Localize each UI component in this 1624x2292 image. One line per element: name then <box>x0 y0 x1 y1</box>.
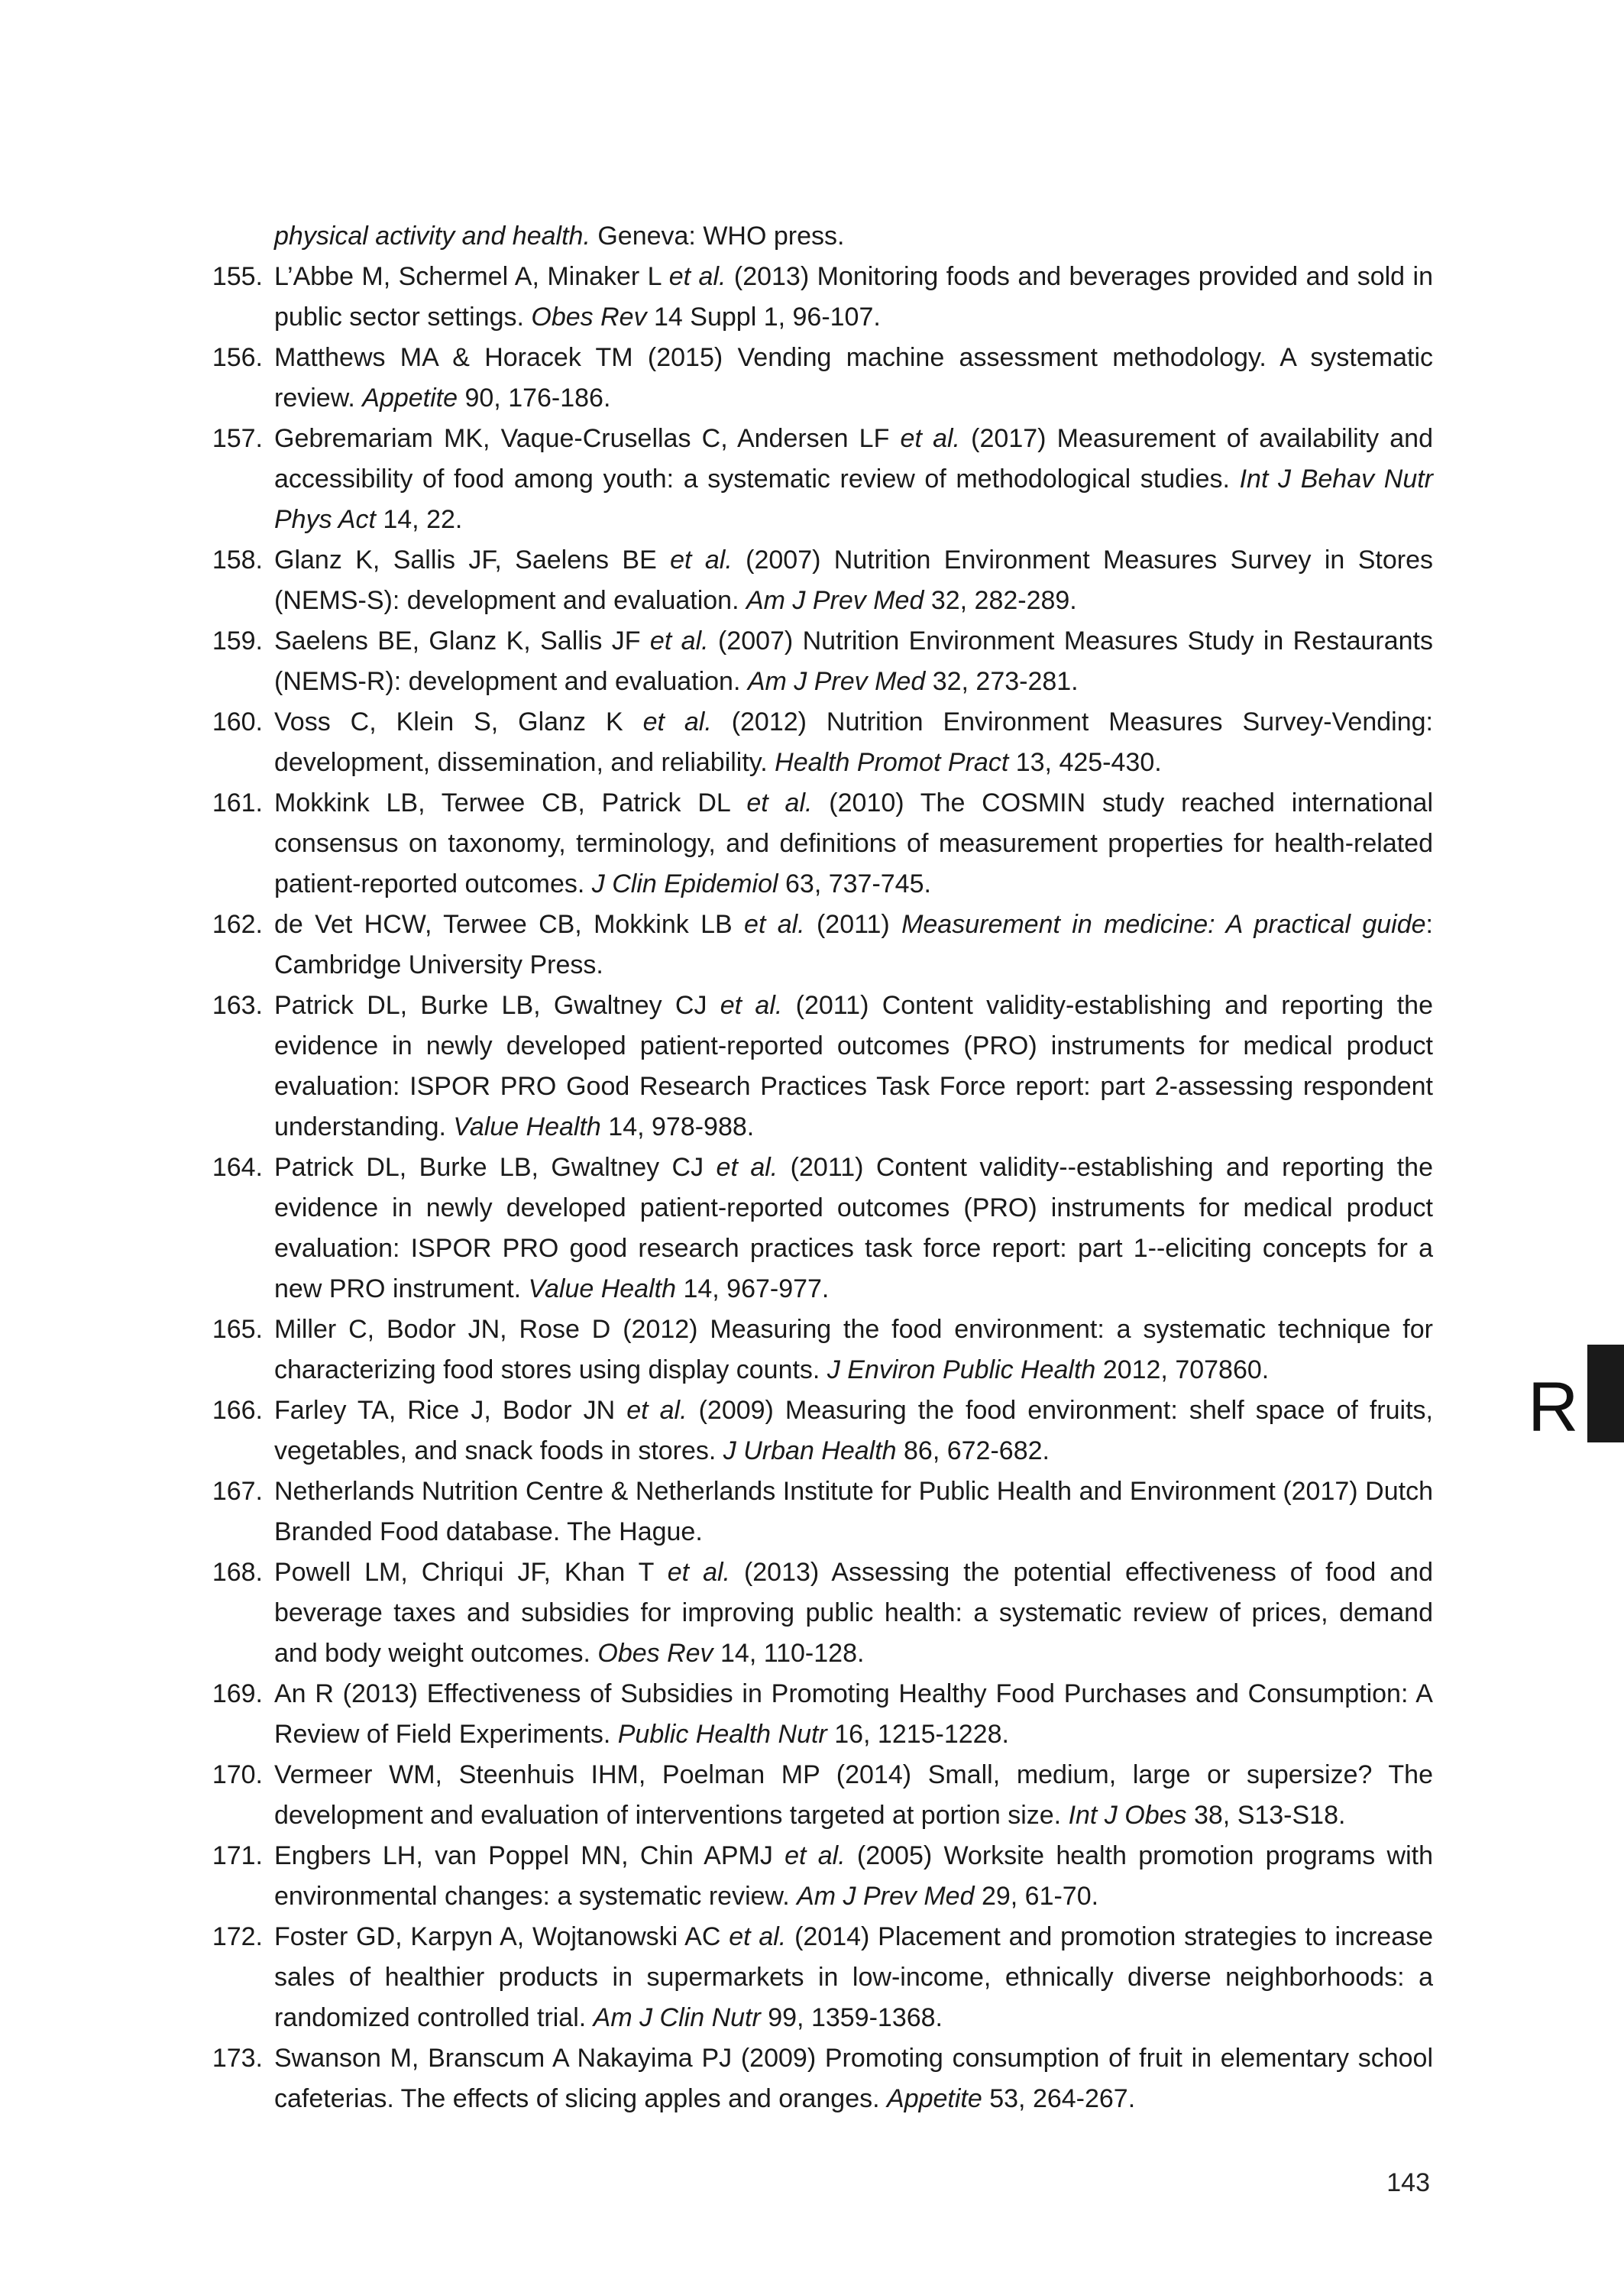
reference-journal: J Clin Epidemiol <box>591 869 778 898</box>
reference-etal: et al. <box>785 1841 846 1870</box>
reference-details: 90, 176-186. <box>458 384 611 413</box>
reference-details: 14, 978-988. <box>600 1112 755 1141</box>
reference-journal: Int J Obes <box>1068 1801 1187 1830</box>
reference-item <box>200 1309 1433 1390</box>
reference-authors: Gebremariam MK, Vaque-Crusellas C, Andersen LF <box>274 424 901 453</box>
reference-journal: Am J Prev Med <box>746 586 924 615</box>
reference-number: 165 . <box>200 1309 263 1350</box>
reference-text: (2017) Measurement of availability and accessibility of food among youth: a systematic review of methodological studies. <box>274 424 1433 494</box>
reference-authors: Miller C, Bodor JN, Rose D (2012) Measuring the food environment: a systematic technique for characterizing food stores using display counts. <box>274 1315 1433 1384</box>
reference-item <box>200 1552 1433 1674</box>
reference-details: 16, 1215-1228. <box>827 1720 1009 1749</box>
reference-etal: et al. <box>642 707 712 736</box>
reference-journal: Am J Prev Med <box>747 667 926 696</box>
reference-authors: Patrick DL, Burke LB, Gwaltney CJ <box>274 1153 717 1182</box>
reference-authors: Foster GD, Karpyn A, Wojtanowski AC <box>274 1922 730 1951</box>
reference-authors: Patrick DL, Burke LB, Gwaltney CJ <box>274 991 720 1020</box>
reference-item <box>200 540 1433 621</box>
reference-details: 38, S13-S18. <box>1186 1801 1346 1830</box>
reference-etal: et al. <box>649 626 709 656</box>
reference-authors: Farley TA, Rice J, Bodor JN <box>274 1396 627 1425</box>
reference-number: 156 . <box>200 338 263 378</box>
page-number: 143 <box>1386 2168 1430 2197</box>
reference-number: 158 . <box>200 540 263 581</box>
reference-etal: et al. <box>626 1396 687 1425</box>
reference-entries <box>200 257 1433 2119</box>
reference-list <box>200 216 1433 2119</box>
reference-item <box>200 1471 1433 1552</box>
reference-text: (2007) Nutrition Environment Measures Study in Restaurants (NEMS-R): development and evaluation. <box>274 626 1433 696</box>
reference-number: 159 . <box>200 621 263 662</box>
reference-number: 169 . <box>200 1674 263 1714</box>
reference-number: 162 . <box>200 905 263 945</box>
reference-item <box>200 2038 1433 2119</box>
reference-number: 164 . <box>200 1148 263 1188</box>
reference-number: 161 . <box>200 783 263 824</box>
reference-details: 32, 282-289. <box>924 586 1077 615</box>
reference-details: 32, 273-281. <box>925 667 1079 696</box>
reference-journal: J Urban Health <box>723 1436 897 1465</box>
reference-journal: Appetite <box>887 2084 982 2113</box>
reference-item <box>200 1390 1433 1471</box>
reference-text: (2014) Placement and promotion strategies to increase sales of healthier products in supermarkets in low-income, ethnically diverse neighborhoods: a randomized controlled trial. <box>274 1922 1434 2032</box>
reference-item <box>200 1917 1433 2038</box>
chapter-tab-letter: R <box>1528 1368 1579 1446</box>
reference-item <box>200 621 1433 702</box>
reference-details: 63, 737-745. <box>778 869 931 898</box>
reference-item <box>200 257 1433 338</box>
reference-authors: Saelens BE, Glanz K, Sallis JF <box>274 626 650 656</box>
reference-item <box>200 1755 1433 1836</box>
reference-journal: Value Health <box>528 1274 676 1303</box>
reference-authors: Glanz K, Sallis JF, Saelens BE <box>274 545 671 575</box>
reference-journal: Health Promot Pract <box>775 748 1009 777</box>
reference-journal: Am J Clin Nutr <box>593 2003 761 2032</box>
reference-item <box>200 783 1433 905</box>
reference-text: (2013) Assessing the potential effectiveness of food and beverage taxes and subsidies for improving public health: a systematic review of prices, demand and body weight outcomes. <box>274 1558 1433 1668</box>
reference-journal: Obes Rev <box>531 303 647 332</box>
reference-number: 173 . <box>200 2038 263 2079</box>
reference-etal: et al. <box>720 991 783 1020</box>
reference-text: (2013) Monitoring foods and beverages provided and sold in public sector settings. <box>274 262 1433 332</box>
reference-etal: et al. <box>729 1922 787 1951</box>
reference-journal: Appetite <box>362 384 458 413</box>
reference-number: 168 . <box>200 1552 263 1593</box>
reference-authors: de Vet HCW, Terwee CB, Mokkink LB <box>274 910 745 939</box>
reference-number: 167 . <box>200 1471 263 1512</box>
chapter-tab-marker <box>1587 1345 1624 1442</box>
reference-details: 2012, 707860. <box>1095 1355 1270 1384</box>
reference-etal: et al. <box>716 1153 778 1182</box>
reference-journal: Am J Prev Med <box>797 1882 975 1911</box>
reference-title: physical activity and health. <box>274 222 590 251</box>
reference-etal: et al. <box>746 788 813 817</box>
reference-item <box>200 338 1433 419</box>
reference-number: 170 . <box>200 1755 263 1795</box>
reference-text: Geneva: WHO press. <box>590 222 845 251</box>
reference-details: : Cambridge University Press. <box>274 910 1433 979</box>
reference-number: 160 . <box>200 702 263 743</box>
reference-details: 13, 425-430. <box>1008 748 1162 777</box>
reference-etal: et al. <box>667 1558 730 1587</box>
reference-journal: Measurement in medicine: A practical guide <box>901 910 1426 939</box>
reference-authors: Swanson M, Branscum A Nakayima PJ (2009) Promoting consumption of fruit in elementary school cafeterias. The effects of slicing apples and oranges. <box>274 2044 1433 2113</box>
reference-item <box>200 1836 1433 1917</box>
reference-details: 53, 264-267. <box>982 2084 1136 2113</box>
reference-item <box>200 1148 1433 1309</box>
reference-details: 14 Suppl 1, 96-107. <box>646 303 881 332</box>
reference-etal: et al. <box>900 424 960 453</box>
reference-details: 86, 672-682. <box>896 1436 1050 1465</box>
reference-journal: Int J Behav Nutr Phys Act <box>274 465 1433 534</box>
reference-number: 171 . <box>200 1836 263 1876</box>
reference-continuation <box>200 216 1433 257</box>
reference-text: (2010) The COSMIN study reached international consensus on taxonomy, terminology, and definitions of measurement properties for health-related patient-reported outcomes. <box>274 788 1433 898</box>
reference-text: (2011) <box>804 910 902 939</box>
reference-details: 29, 61-70. <box>974 1882 1099 1911</box>
reference-text: (2011) Content validity--establishing and reporting the evidence in newly developed patient-reported outcomes (PRO) instruments for medical product evaluation: ISPOR PRO good research practices task force report: part 1--eliciting concepts for a new PRO instrument. <box>274 1153 1433 1303</box>
reference-number: 163 . <box>200 986 263 1026</box>
reference-journal: J Environ Public Health <box>827 1355 1096 1384</box>
reference-item <box>200 905 1433 986</box>
reference-authors: Mokkink LB, Terwee CB, Patrick DL <box>274 788 747 817</box>
reference-text: (2009) Measuring the food environment: shelf space of fruits, vegetables, and snack foods in stores. <box>274 1396 1433 1465</box>
reference-journal: Public Health Nutr <box>617 1720 827 1749</box>
reference-etal: et al. <box>668 262 726 291</box>
reference-etal: et al. <box>670 545 733 575</box>
reference-number: 157 . <box>200 419 263 459</box>
reference-details: 99, 1359-1368. <box>760 2003 943 2032</box>
reference-authors: Engbers LH, van Poppel MN, Chin APMJ <box>274 1841 785 1870</box>
reference-text: (2005) Worksite health promotion programs with environmental changes: a systematic review. <box>274 1841 1433 1911</box>
reference-authors: Voss C, Klein S, Glanz K <box>274 707 643 736</box>
reference-item <box>200 419 1433 540</box>
reference-item <box>200 1674 1433 1755</box>
reference-item <box>200 702 1433 783</box>
reference-text: (2007) Nutrition Environment Measures Survey in Stores (NEMS-S): development and evaluation. <box>274 545 1433 615</box>
reference-journal: Value Health <box>453 1112 601 1141</box>
reference-item <box>200 986 1433 1148</box>
reference-number: 166 . <box>200 1390 263 1431</box>
reference-text: (2012) Nutrition Environment Measures Survey-Vending: development, dissemination, and reliability. <box>274 707 1433 777</box>
reference-authors: An R (2013) Effectiveness of Subsidies in Promoting Healthy Food Purchases and Consumption: A Review of Field Experiments. <box>274 1679 1433 1749</box>
reference-details: 14, 110-128. <box>713 1639 865 1668</box>
reference-authors: L’Abbe M, Schermel A, Minaker L <box>274 262 669 291</box>
reference-details: 14, 22. <box>375 505 463 534</box>
reference-number: 172 . <box>200 1917 263 1957</box>
reference-authors: Matthews MA & Horacek TM (2015) Vending machine assessment methodology. A systematic review. <box>274 343 1433 413</box>
reference-etal: et al. <box>744 910 805 939</box>
reference-journal: Obes Rev <box>597 1639 713 1668</box>
reference-authors: Vermeer WM, Steenhuis IHM, Poelman MP (2014) Small, medium, large or supersize? The development and evaluation of interventions targeted at portion size. <box>274 1760 1433 1830</box>
reference-details: 14, 967-977. <box>676 1274 830 1303</box>
reference-authors: Powell LM, Chriqui JF, Khan T <box>274 1558 668 1587</box>
reference-text: (2011) Content validity-establishing and reporting the evidence in newly developed patient-reported outcomes (PRO) instruments for medical product evaluation: ISPOR PRO Good Research Practices Task Force report: part 2-assessing respondent understanding. <box>274 991 1433 1141</box>
reference-authors: Netherlands Nutrition Centre & Netherlands Institute for Public Health and Environment (2017) Dutch Branded Food database. The Hague. <box>274 1477 1433 1546</box>
reference-number: 155 . <box>200 257 263 297</box>
